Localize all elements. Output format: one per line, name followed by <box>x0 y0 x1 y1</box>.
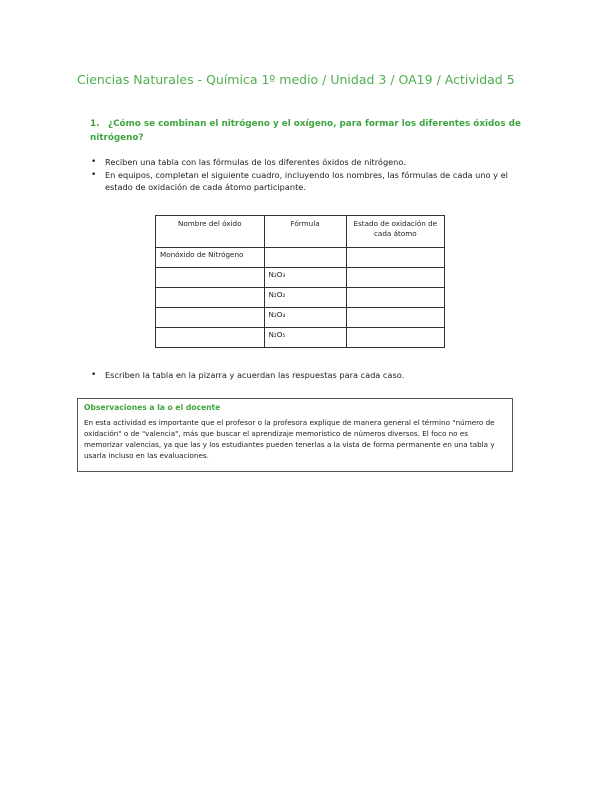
table-row <box>156 288 445 308</box>
question-number: 1. <box>90 119 100 129</box>
table-row <box>156 248 445 268</box>
cell-formula: N₂O₂ <box>264 288 346 308</box>
header-name: Nombre del óxido <box>156 216 265 248</box>
table-row <box>156 328 445 348</box>
table-row <box>156 308 445 328</box>
cell-oxidation <box>346 308 444 328</box>
oxides-table <box>155 215 445 348</box>
observations-title: Observaciones a la o el docente <box>84 403 221 412</box>
cell-name <box>156 288 265 308</box>
cell-formula: N₂O₅ <box>264 328 346 348</box>
cell-formula: N₂O₄ <box>264 308 346 328</box>
question-text: ¿Cómo se combinan el nitrógeno y el oxígeno, para formar los diferentes óxidos de nitrógeno? <box>90 119 521 143</box>
page-title: Ciencias Naturales - Química 1º medio / Unidad 3 / OA19 / Actividad 5 <box>77 72 515 87</box>
header-oxidation: Estado de oxidación de cada átomo <box>346 216 444 248</box>
instruction-list <box>91 156 531 194</box>
observations-body: En esta actividad es importante que el profesor o la profesora explique de manera general el término "número de oxidación" o de "valencia", más que buscar el aprendizaje memorístico de números diversos. El foco no es memorizar valencias, ya que las y los estudiantes pueden tenerlas a la vista de forma permanente en una tabla y usarla incluso en las evaluaciones. <box>84 418 495 460</box>
list-item: • En equipos, completan el siguiente cuadro, incluyendo los nombres, las fórmulas de cada uno y el estado de oxidación de cada átomo participante. <box>91 169 531 194</box>
table-row <box>156 268 445 288</box>
cell-name <box>156 308 265 328</box>
cell-oxidation <box>346 288 444 308</box>
list-item: • Reciben una tabla con las fórmulas de los diferentes óxidos de nitrógeno. <box>91 156 531 169</box>
cell-name: Monóxido de Nitrógeno <box>156 248 265 268</box>
list-item: • Escriben la tabla en la pizarra y acuerdan las respuestas para cada caso. <box>91 369 531 381</box>
table-header-row <box>156 216 445 248</box>
cell-formula <box>264 248 346 268</box>
cell-oxidation <box>346 328 444 348</box>
question <box>90 117 530 145</box>
cell-name <box>156 328 265 348</box>
cell-oxidation <box>346 248 444 268</box>
closing-list <box>91 369 531 381</box>
cell-name <box>156 268 265 288</box>
cell-oxidation <box>346 268 444 288</box>
observations-box <box>77 398 513 472</box>
header-formula: Fórmula <box>264 216 346 248</box>
cell-formula: N₂O₃ <box>264 268 346 288</box>
